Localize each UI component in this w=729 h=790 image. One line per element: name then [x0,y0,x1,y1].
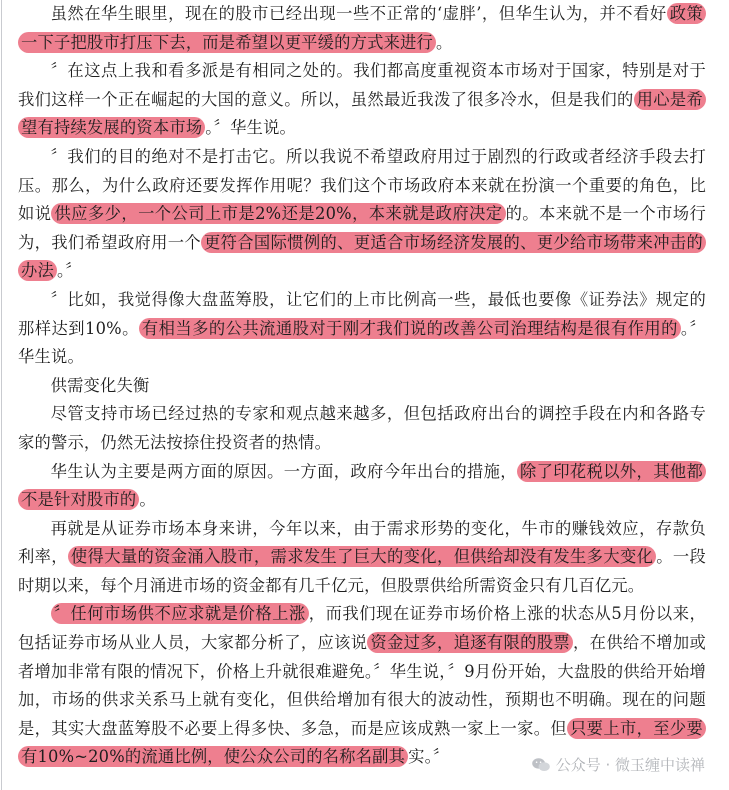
text-segment: 。一段时期以来，每个月涌进市场的资金都有几千亿元，但股票供给所需资金只有几百亿元。 [18,547,706,595]
text-segment: 供需变化失衡 [50,375,150,395]
paragraph [18,286,706,372]
text-segment: 〞我们的目的绝对不是打击它。所以我说不希望政府用过于剧烈的行政或者经济手段去打压。那么，为什么政府还要发挥作用呢？我们这个市场政府本来就在扮演一个重要的角色，比如说 [18,146,706,224]
text-segment: 的。本来就不是一个市场行为，我们希望政府用一个 [18,204,707,252]
highlighted-text: 除了印花税以外，其他都不是针对股市的 [18,461,706,511]
paragraph [18,143,706,286]
text-segment: 华生认为主要是两方面的原因。一方面，政府今年出台的措施， [50,461,517,481]
highlighted-text: 使得大量的资金涌入股市，需求发生了巨大的变化，但供给却没有发生多大变化 [68,546,656,567]
text-segment: 。〞华生说。 [205,118,297,138]
text-segment: ，而我们现在证券市场价格上涨的状态从5月份以来，包括证券市场从业人员，大家都分析了，应该说 [18,604,706,653]
highlighted-text: 〞任何市场供不应求就是价格上涨 [51,603,309,624]
paragraph [18,515,706,601]
text-segment: 〞在这点上我和看多派是有相同之处的。我们都高度重视资本市场对于国家，特别是对于我们这样一个正在崛起的大国的意义。所以，虽然最近我泼了很多冷水，但是我们的 [18,61,706,109]
text-segment: 再就是从证券市场本身来讲，今年以来，由于需求形势的变化，牛市的赚钱效应，存款负利率， [18,518,706,567]
highlighted-text: 资金过多，追逐有限的股票 [367,632,573,653]
text-segment: 实。〞 [408,747,450,767]
watermark [531,754,705,775]
wechat-icon [531,757,551,773]
page-border [1,0,2,790]
section-heading [18,372,706,401]
highlighted-text: 用心是希望有持续发展的资本市场 [18,89,706,139]
text-segment: 尽管支持市场已经过热的专家和观点越来越多，但包括政府出台的调控手段在内和各路专家的警示，仍然无法按捺住投资者的热情。 [18,404,706,452]
paragraph [18,400,706,457]
paragraph [18,458,706,515]
highlighted-text: 供应多少，一个公司上市是2%还是20%，本来就是政府决定 [51,203,505,224]
article-body [18,0,706,772]
text-segment: 虽然在华生眼里，现在的股市已经出现一些不正常的‘虚胖’，但华生认为，并不看好 [50,4,667,23]
highlighted-text: 有相当多的公共流通股对于刚才我们说的改善公司治理结构是很有作用的 [139,318,681,339]
highlighted-text: 政策一下子把股市打压下去，而是希望以更平缓的方式来进行 [18,3,706,53]
text-segment: 。〞 [56,261,82,281]
paragraph [18,600,706,772]
watermark-text: 公众号 · 微玉缠中读禅 [555,756,705,774]
text-segment: 。 [436,32,453,52]
paragraph [18,57,706,143]
text-segment: ，在供给不增加或者增加非常有限的情况下，价格上升就很难避免。〞华生说，〞9月份开始，大盘股的供给开始增加，市场的供求关系马上就有变化，但供给增加有很大的波动性，预期也不明确。现在的问题是，其实大盘蓝筹股不必要上得多快、多急，而是应该成熟一家上一家。但 [18,633,706,738]
highlighted-text: 更符合国际惯例的、更适合市场经济发展的、更少给市场带来冲击的办法 [18,232,706,282]
text-segment: 。〞华生说。 [18,318,706,367]
text-segment: 〞比如，我觉得像大盘蓝筹股，让它们的上市比例高一些，最低也要像《证券法》规定的那样达到10%。 [18,289,706,338]
highlighted-text: 只要上市，至少要有10%~20%的流通比例，使公众公司的名称名副其 [18,718,706,768]
text-segment: 。 [139,490,156,510]
paragraph [18,0,706,57]
